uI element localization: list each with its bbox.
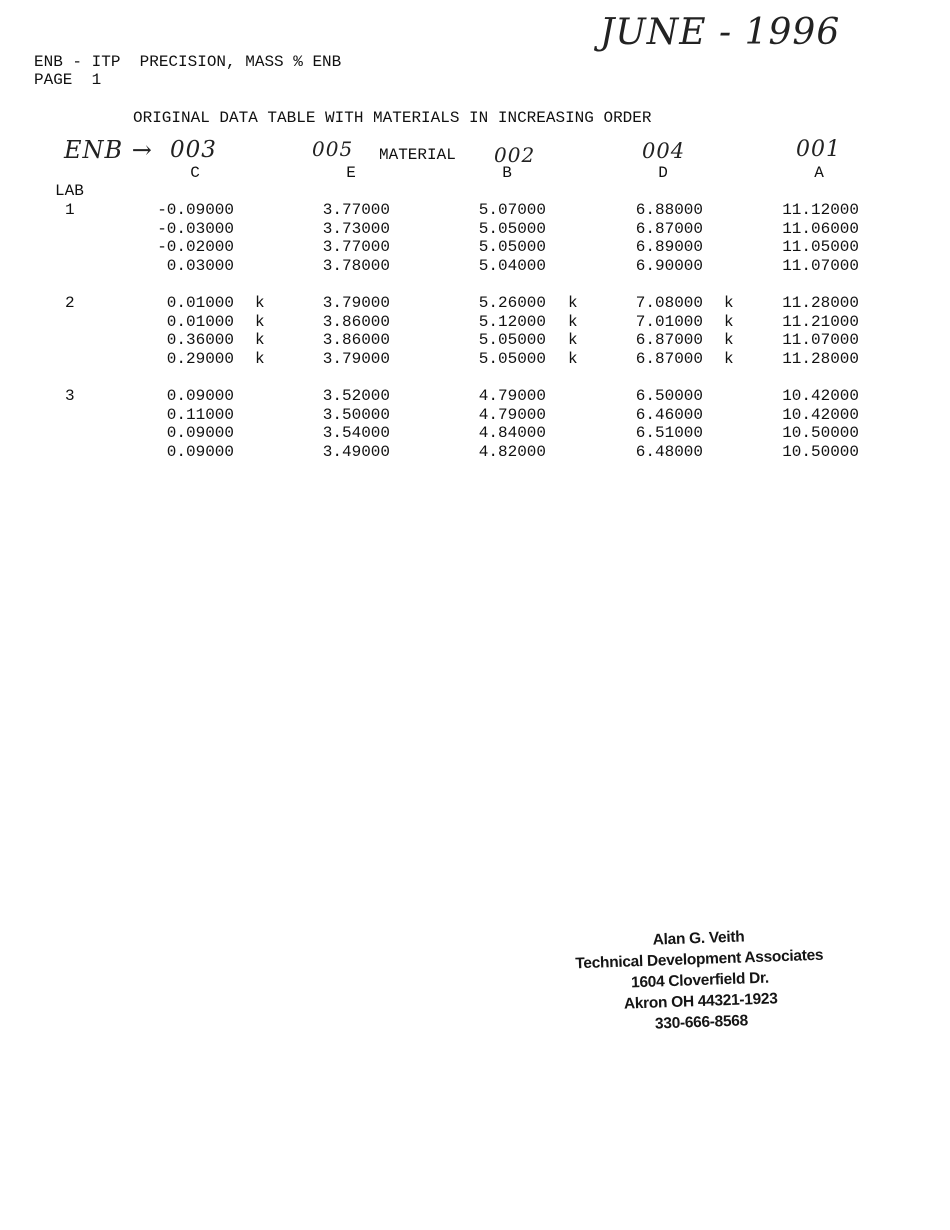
column-header-e: E xyxy=(346,164,356,182)
handwritten-code-003: 003 xyxy=(170,137,217,163)
table-cell-c: 0.29000 xyxy=(166,349,234,368)
lab-column-label: LAB xyxy=(55,182,84,200)
table-cell-c: 0.36000 xyxy=(166,331,234,349)
handwritten-code-005: 005 xyxy=(312,137,354,161)
table-cell-c: -0.02000 xyxy=(157,238,234,256)
table-cell-a: 10.42000 xyxy=(782,387,859,405)
table-cell-a: 11.07000 xyxy=(782,256,859,275)
table-cell-b: 5.05000 xyxy=(478,349,546,368)
flag-k-marker: k xyxy=(724,294,734,312)
table-cell-c: 0.01000 xyxy=(166,294,234,312)
handwritten-code-001: 001 xyxy=(796,137,841,162)
handwritten-code-002: 002 xyxy=(494,143,536,167)
flag-k-marker: k xyxy=(255,294,265,312)
table-cell-c: 0.09000 xyxy=(166,387,234,405)
lab-number: 1 xyxy=(65,201,75,219)
column-header-a: A xyxy=(814,164,824,182)
lab-number: 2 xyxy=(65,294,75,312)
table-cell-c: -0.09000 xyxy=(157,201,234,219)
flag-k-marker: k xyxy=(724,349,734,368)
table-cell-d: 6.89000 xyxy=(635,238,703,256)
flag-k-marker: k xyxy=(568,349,578,368)
address-stamp xyxy=(558,923,841,1038)
table-cell-d: 6.87000 xyxy=(635,349,703,368)
table-cell-b: 5.05000 xyxy=(478,219,546,238)
flag-k-marker: k xyxy=(568,312,578,331)
handwritten-date: JUNE - 1996 xyxy=(600,12,841,53)
table-cell-e: 3.78000 xyxy=(322,256,390,275)
table-cell-d: 6.88000 xyxy=(635,201,703,219)
flag-k-marker: k xyxy=(255,312,265,331)
flag-k-marker: k xyxy=(568,331,578,349)
table-cell-d: 6.50000 xyxy=(635,387,703,405)
table-cell-e: 3.52000 xyxy=(322,387,390,405)
column-header-c: C xyxy=(190,164,200,182)
table-cell-d: 6.90000 xyxy=(635,256,703,275)
table-cell-b: 5.05000 xyxy=(478,331,546,349)
table-cell-b: 5.05000 xyxy=(478,238,546,256)
handwritten-enb-arrow: ENB → xyxy=(64,136,153,164)
table-cell-c: 0.11000 xyxy=(166,405,234,424)
table-cell-a: 11.05000 xyxy=(782,238,859,256)
table-cell-a: 11.21000 xyxy=(782,312,859,331)
table-cell-a: 10.50000 xyxy=(782,424,859,442)
table-cell-c: -0.03000 xyxy=(157,219,234,238)
table-cell-b: 5.04000 xyxy=(478,256,546,275)
flag-k-marker: k xyxy=(255,349,265,368)
flag-k-marker: k xyxy=(568,294,578,312)
lab-number: 3 xyxy=(65,387,75,405)
table-cell-d: 6.46000 xyxy=(635,405,703,424)
flag-k-marker: k xyxy=(724,312,734,331)
flag-k-marker: k xyxy=(724,331,734,349)
table-cell-e: 3.50000 xyxy=(322,405,390,424)
table-cell-c: 0.03000 xyxy=(166,256,234,275)
stamp-company: Technical Development Associates xyxy=(575,946,824,973)
column-header-b: B xyxy=(502,164,512,182)
table-cell-d: 6.48000 xyxy=(635,442,703,461)
table-cell-d: 6.87000 xyxy=(635,331,703,349)
flag-k-marker: k xyxy=(255,331,265,349)
table-cell-a: 11.12000 xyxy=(782,201,859,219)
column-header-d: D xyxy=(658,164,668,182)
stamp-street: 1604 Cloverfield Dr. xyxy=(630,969,770,992)
table-cell-a: 10.42000 xyxy=(782,405,859,424)
table-cell-d: 6.51000 xyxy=(635,424,703,442)
table-cell-a: 11.28000 xyxy=(782,349,859,368)
table-cell-e: 3.73000 xyxy=(322,219,390,238)
table-cell-d: 6.87000 xyxy=(635,219,703,238)
table-cell-b: 5.12000 xyxy=(478,312,546,331)
table-cell-c: 0.09000 xyxy=(166,442,234,461)
table-cell-c: 0.09000 xyxy=(166,424,234,442)
table-title: ORIGINAL DATA TABLE WITH MATERIALS IN INCREASING ORDER xyxy=(133,109,652,127)
stamp-name: Alan G. Veith xyxy=(652,928,745,949)
table-cell-e: 3.79000 xyxy=(322,294,390,312)
table-cell-e: 3.77000 xyxy=(322,238,390,256)
handwritten-code-004: 004 xyxy=(642,139,686,163)
table-cell-e: 3.86000 xyxy=(322,331,390,349)
table-cell-e: 3.54000 xyxy=(322,424,390,442)
stamp-phone: 330-666-8568 xyxy=(654,1012,749,1033)
table-cell-e: 3.86000 xyxy=(322,312,390,331)
table-cell-c: 0.01000 xyxy=(166,312,234,331)
table-cell-e: 3.49000 xyxy=(322,442,390,461)
table-cell-d: 7.01000 xyxy=(635,312,703,331)
material-label: MATERIAL xyxy=(379,146,456,164)
stamp-city: Akron OH 44321-1923 xyxy=(623,990,778,1013)
table-cell-a: 11.07000 xyxy=(782,331,859,349)
report-header-line1: ENB - ITP PRECISION, MASS % ENB xyxy=(34,53,342,71)
table-cell-b: 4.84000 xyxy=(478,424,546,442)
table-cell-b: 4.79000 xyxy=(478,405,546,424)
table-cell-b: 5.26000 xyxy=(478,294,546,312)
table-cell-a: 10.50000 xyxy=(782,442,859,461)
report-header-page: PAGE 1 xyxy=(34,71,102,89)
table-cell-b: 5.07000 xyxy=(478,201,546,219)
table-cell-a: 11.06000 xyxy=(782,219,859,238)
table-cell-b: 4.79000 xyxy=(478,387,546,405)
table-cell-a: 11.28000 xyxy=(782,294,859,312)
table-cell-e: 3.77000 xyxy=(322,201,390,219)
table-cell-b: 4.82000 xyxy=(478,442,546,461)
table-cell-d: 7.08000 xyxy=(635,294,703,312)
table-cell-e: 3.79000 xyxy=(322,349,390,368)
